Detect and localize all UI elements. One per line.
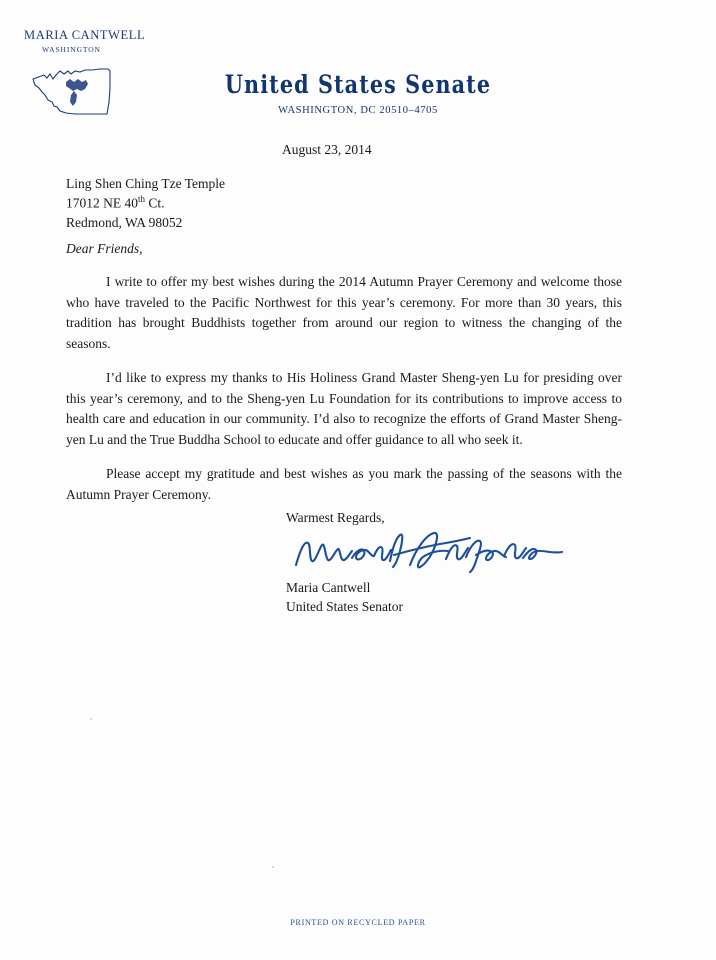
paper-speck [272,866,274,868]
letter-body [66,272,622,519]
recipient-line-2 [66,193,225,213]
senator-name: MARIA CANTWELL [24,28,146,42]
body-paragraph: I write to offer my best wishes during the 2014 Autumn Prayer Ceremony and welcome those who have traveled to the Pacific Northwest for this year’s ceremony. For more than 30 years, this tradition has brought Buddhists together from around our region to witness the changing of the seasons. [66,274,622,351]
signer-title: United States Senator [286,599,403,615]
footer-note: PRINTED ON RECYCLED PAPER [290,918,426,927]
recipient-street-suffix: Ct. [145,195,165,211]
recipient-street-ordinal: th [138,194,146,205]
recipient-line-1: Ling Shen Ching Tze Temple [66,176,226,191]
senator-state: WASHINGTON [42,45,101,54]
body-paragraph: I’d like to express my thanks to His Holiness Grand Master Sheng-yen Lu for presiding over this year’s ceremony, and to the Sheng-yen Lu Foundation for its contributions to improve access to health care and education in our community. I’d also to recognize the efforts of Grand Master Sheng-yen Lu and the True Buddha School to educate and offer guidance to all who seek it. [66,370,622,447]
recipient-address [66,174,225,232]
recipient-street-number: 17012 NE 40 [66,195,138,211]
senate-title: United States Senate [224,70,492,99]
signature-image [290,525,570,580]
closing-line: Warmest Regards, [286,510,385,525]
masthead [0,70,716,116]
senate-address: WASHINGTON, DC 20510–4705 [278,105,438,116]
letter-date: August 23, 2014 [282,142,372,157]
salutation: Dear Friends, [66,241,143,256]
body-paragraph: Please accept my gratitude and best wishes as you mark the passing of the seasons with the Autumn Prayer Ceremony. [66,466,622,502]
recipient-line-3: Redmond, WA 98052 [66,214,183,230]
paper-speck [90,718,92,720]
signer-name: Maria Cantwell [286,580,371,595]
signature-block [286,578,403,616]
